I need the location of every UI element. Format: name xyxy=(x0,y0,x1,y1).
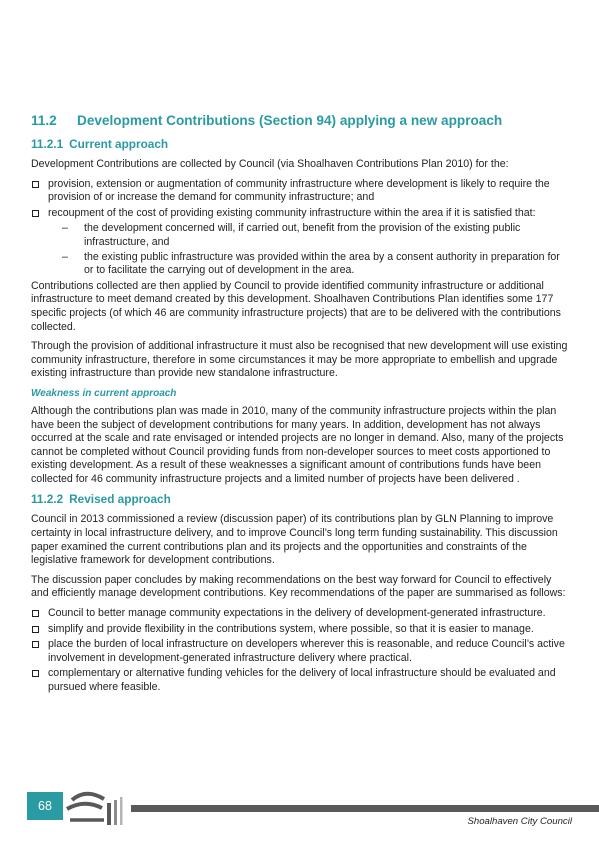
dash-bullet-icon: – xyxy=(62,250,68,263)
dash-list-item xyxy=(48,251,569,278)
subsection-number: 11.2.2 xyxy=(31,492,64,507)
current-intro: Development Contributions are collected by Council (via Shoalhaven Contributions Plan 2010) for the: xyxy=(31,158,509,170)
weakness-heading: Weakness in current approach xyxy=(31,387,177,399)
subsection-heading-current xyxy=(31,137,569,152)
revised-paragraph-2: The discussion paper concludes by making recommendations on the best way forward for Council to effectively and efficiently manage development contributions. Key recommendations of the paper are summarised as follows: xyxy=(31,573,566,600)
list-item-text: simplify and provide flexibility in the contributions system, where possible, so that it is easier to manage. xyxy=(48,622,534,635)
list-item xyxy=(31,667,569,694)
checkbox-bullet-icon xyxy=(32,626,39,633)
list-item-text: provision, extension or augmentation of community infrastructure where development is likely to require the provision of or increase the demand for community infrastructure; and xyxy=(48,177,550,204)
dash-item-text: the existing public infrastructure was provided within the area by a consent authority in preparation for or to facilitate the carrying out of development in the area. xyxy=(84,250,560,277)
section-title: Development Contributions (Section 94) applying a new approach xyxy=(77,113,503,128)
dash-list xyxy=(48,222,569,277)
current-paragraph-1: Contributions collected are then applied by Council to provide identified community infrastructure or additional infrastructure to meet demand created by this development. Shoalhaven Contributions Plan identifies some 177 specific projects (of which 46 are community infrastructure projects) that are to be delivered with the contributions collected. xyxy=(31,279,561,333)
section-heading xyxy=(31,112,569,129)
checkbox-bullet-icon xyxy=(32,610,39,617)
subsection-title: Current approach xyxy=(69,137,169,151)
checkbox-bullet-icon xyxy=(32,670,39,677)
checkbox-bullet-icon xyxy=(32,181,39,188)
current-paragraph-2: Through the provision of additional infrastructure it must also be recognised that new development will use existing community infrastructure, therefore in some circumstances it may be more appropriate to embellish and upgrade existing infrastructure than provide new standalone infrastructure. xyxy=(31,340,568,380)
footer-rule xyxy=(131,805,599,812)
dash-item-text: the development concerned will, if carried out, benefit from the provision of the existing public infrastructure, and xyxy=(84,222,521,248)
page-footer xyxy=(0,790,599,848)
council-name: Shoalhaven City Council xyxy=(467,816,572,827)
list-item xyxy=(31,178,569,205)
list-item-text: complementary or alternative funding vehicles for the delivery of local infrastructure should be evaluated and pursued where feasible. xyxy=(48,667,556,693)
list-item-text: Council to better manage community expectations in the delivery of development-generated infrastructure. xyxy=(48,607,546,620)
list-item-text: place the burden of local infrastructure on developers wherever this is reasonable, and reduce Council’s active involvement in development-generated infrastructure delivery where practical. xyxy=(48,638,565,664)
subsection-number: 11.2.1 xyxy=(31,137,64,151)
revised-paragraph-1: Council in 2013 commissioned a review (discussion paper) of its contributions plan by GLN Planning to improve certainty in local infrastructure delivery, and to improve Council’s long term funding sustainability. This discussion paper examined the current contributions plan and its projects and the opportunities and constraints of the legislative framework for development contributions. xyxy=(31,513,558,567)
weakness-paragraph: Although the contributions plan was made in 2010, many of the community infrastructure projects within the plan have been the subject of development contributions for many years. In addition, development has not always occurred at the scale and rate envisaged or intended projects are no longer in demand. Also, many of the projects cannot be completed without Council providing funds from non-developer sources to meet costs apportioned to existing development. As a result of these weaknesses a significant amount of contributions funds have been collected for 46 community infrastructure projects and a limited number of projects have been delivered . xyxy=(31,404,564,485)
document-body xyxy=(31,112,569,697)
list-item xyxy=(31,607,569,621)
council-logo-icon xyxy=(64,790,130,828)
dash-list-item xyxy=(48,222,569,249)
current-bullet-list xyxy=(31,178,569,278)
list-item xyxy=(31,207,569,278)
list-item xyxy=(31,638,569,665)
section-number: 11.2 xyxy=(31,113,57,128)
subsection-heading-revised xyxy=(31,492,569,507)
checkbox-bullet-icon xyxy=(32,210,39,217)
page-number: 68 xyxy=(27,792,63,820)
checkbox-bullet-icon xyxy=(32,641,39,648)
revised-bullet-list xyxy=(31,607,569,695)
list-item xyxy=(31,623,569,637)
subsection-title: Revised approach xyxy=(69,492,171,507)
dash-bullet-icon: – xyxy=(62,222,68,235)
list-item-text: recoupment of the cost of providing existing community infrastructure within the area if it is satisfied that: xyxy=(48,206,536,219)
